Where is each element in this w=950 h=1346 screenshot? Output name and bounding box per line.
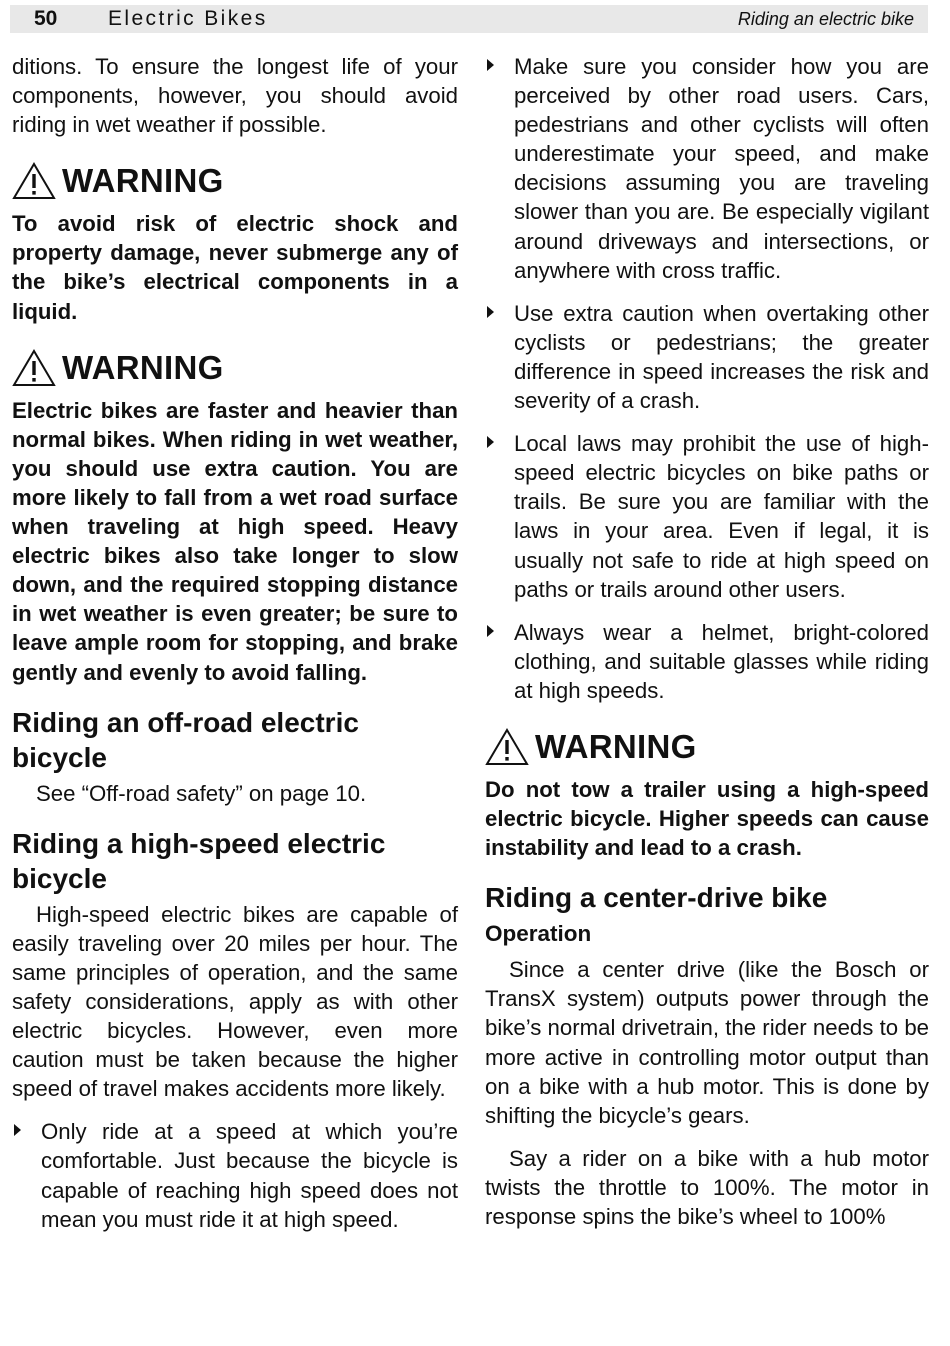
warning-heading (485, 727, 929, 767)
section-heading-center-drive: Riding a center-drive bike (485, 882, 828, 914)
bullet-arrow-icon (487, 306, 494, 318)
page-header (10, 5, 928, 33)
list-item-text: Make sure you consider how you are perceived by other road users. Cars, pedestrians and other cyclists will often underestimate your speed, and make decisions assuming you are traveling slower than you are. Be especially vigilant around driveways and intersections, or anywhere with cross traffic. (514, 54, 929, 283)
center-drive-paragraph: Say a rider on a bike with a hub motor twists the throttle to 100%. The motor in response spins the bike’s wheel to 100% (485, 1145, 929, 1229)
bullet-arrow-icon (487, 436, 494, 448)
center-drive-paragraph: Since a center drive (like the Bosch or TransX system) outputs power through the bike’s normal drivetrain, the rider needs to be more active in controlling motor output than on a bike with a hub motor. This is done by shifting the bicycle’s gears. (485, 957, 929, 1128)
subheading-operation: Operation (485, 921, 592, 947)
list-item-text: Always wear a helmet, bright-colored clothing, and suitable glasses while riding at high speeds. (514, 619, 929, 703)
list-item (485, 52, 929, 285)
warning-triangle-icon (12, 349, 56, 387)
book-title: Electric Bikes (108, 7, 268, 30)
bullet-arrow-icon (14, 1124, 21, 1136)
warning-heading (12, 161, 458, 201)
warning-label: WARNING (62, 348, 224, 386)
warning-triangle-icon (12, 162, 56, 200)
section-heading-offroad: Riding an off-road electric bicycle (12, 706, 359, 773)
right-column (485, 52, 929, 1231)
list-item (485, 618, 929, 705)
list-item (12, 1117, 458, 1233)
warning-text: Do not tow a trailer using a high-speed electric bicycle. Higher speeds can cause instability and lead to a crash. (485, 776, 929, 861)
high-speed-paragraph: High-speed electric bikes are capable of easily traveling over 20 miles per hour. The same principles of operation, and the same safety considerations, apply as with other electric bicycles. However, even more caution must be taken because the higher speed of travel makes accidents more likely. (12, 901, 458, 1102)
warning-triangle-icon (485, 728, 529, 766)
warning-text: To avoid risk of electric shock and property damage, never submerge any of the bike’s electrical components in a liquid. (12, 211, 458, 324)
bullet-arrow-icon (487, 59, 494, 71)
intro-paragraph: ditions. To ensure the longest life of your components, however, you should avoid riding in wet weather if possible. (12, 54, 458, 138)
left-column (12, 52, 458, 1234)
list-item (485, 299, 929, 415)
warning-text: Electric bikes are faster and heavier than normal bikes. When riding in wet weather, you should use extra caution. You are more likely to fall from a wet road surface when traveling at high speed. Heavy electric bikes also take longer to slow down, and the required stopping distance in wet weather is even greater; be sure to leave ample room for stopping, and brake gently and evenly to avoid falling. (12, 397, 458, 685)
list-item (485, 429, 929, 604)
section-heading-high-speed: Riding a high-speed electric bicycle (12, 827, 386, 894)
warning-label: WARNING (62, 162, 224, 200)
section-title: Riding an electric bike (737, 9, 914, 29)
list-item-text: Use extra caution when overtaking other cyclists or pedestrians; the greater difference in speed increases the risk and severity of a crash. (514, 300, 929, 414)
offroad-paragraph: See “Off-road safety” on page 10. (36, 780, 367, 806)
list-item-text: Only ride at a speed at which you’re comfortable. Just because the bicycle is capable of reaching high speed does not mean you must ride it at high speed. (41, 1119, 458, 1232)
warning-heading (12, 348, 458, 388)
warning-label: WARNING (535, 727, 697, 765)
bullet-arrow-icon (487, 625, 494, 637)
list-item-text: Local laws may prohibit the use of high-speed electric bicycles on bike paths or trails. Be sure you are familiar with the laws in your area. Even if legal, it is usually not safe to ride at high speed on paths or trails around other users. (514, 431, 929, 602)
page-number: 50 (34, 7, 58, 30)
